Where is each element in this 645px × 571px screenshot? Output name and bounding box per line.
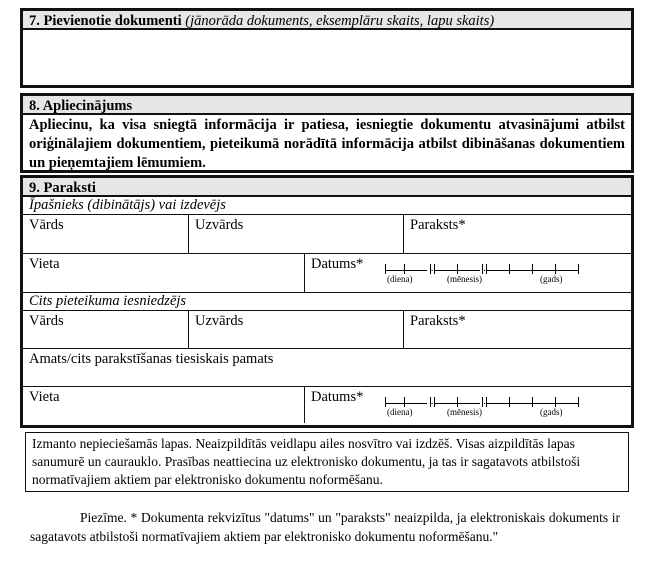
section-title: 7. Pievienotie dokumenti <box>29 13 182 29</box>
label: Vārds <box>29 217 64 233</box>
label: Vieta <box>29 389 60 405</box>
owner-date-field[interactable] <box>304 254 631 292</box>
label: Paraksts* <box>410 217 466 233</box>
section-hint: (jānorāda dokuments, eksemplāru skaits, lapu skaits) <box>185 13 495 29</box>
month-label: (mēnesis) <box>447 274 482 284</box>
footnote: Piezīme. * Dokumenta rekvizītus "datums" un "paraksts" neaizpilda, ja elektroniskais dokuments ir sagatavots atbilstoši normatīvajiem aktiem par elektronisko dokumentu noformēšanu." <box>30 510 620 544</box>
date-blanks: . . (diena) (mēnesis) (gads) <box>385 393 579 407</box>
attached-documents-field[interactable] <box>23 30 631 83</box>
day-label: (diena) <box>387 274 413 284</box>
label: Uzvārds <box>195 217 244 233</box>
owner-place-field[interactable] <box>23 254 304 292</box>
applicant-surname-field[interactable] <box>188 311 403 348</box>
applicant-signature-field[interactable] <box>403 311 631 348</box>
label: Amats/cits parakstīšanas tiesiskais pamats <box>29 351 274 367</box>
section-declaration <box>20 93 634 173</box>
year-label: (gads) <box>540 407 563 417</box>
other-applicant-subheader: Cits pieteikuma iesniedzējs <box>23 293 631 311</box>
owner-name-field[interactable] <box>23 215 188 253</box>
date-blanks: . . (diena) (mēnesis) (gads) <box>385 260 579 274</box>
label: Vieta <box>29 256 60 272</box>
instructions-note: Izmanto nepieciešamās lapas. Neaizpildītās veidlapu ailes nosvītro vai izdzēš. Visas aizpildītās lapas sanumurē un caurauklo. Prasības neattiecina uz elektronisko dokumentu, ja tas ir sagatavots atbilstoši normatīvajiem aktiem par elektronisko dokumentu noformēšanu. <box>25 432 629 492</box>
year-label: (gads) <box>540 274 563 284</box>
applicant-name-field[interactable] <box>23 311 188 348</box>
owner-surname-field[interactable] <box>188 215 403 253</box>
owner-signature-field[interactable] <box>403 215 631 253</box>
label: Uzvārds <box>195 313 244 329</box>
month-label: (mēnesis) <box>447 407 482 417</box>
section-8-header: 8. Apliecinājums <box>23 96 631 115</box>
label: Vārds <box>29 313 64 329</box>
section-9-header: 9. Paraksti <box>23 178 631 197</box>
applicant-place-field[interactable] <box>23 387 304 423</box>
owner-subheader: Īpašnieks (dibinātājs) vai izdevējs <box>23 197 631 215</box>
day-label: (diena) <box>387 407 413 417</box>
section-signatures <box>20 175 634 428</box>
section-7-header <box>23 11 631 30</box>
label: Paraksts* <box>410 313 466 329</box>
section-attached-documents <box>20 8 634 88</box>
label: Datums* <box>311 389 364 405</box>
applicant-date-field[interactable] <box>304 387 631 423</box>
declaration-text: Apliecinu, ka visa sniegtā informācija ir patiesa, iesniegtie dokumentu atvasinājumi atbilst oriģinālajiem dokumentiem, pieteikumā norādītā informācija atbilst dibināšanas dokumentiem un pieņemtajiem lēmumiem. <box>29 117 625 171</box>
signing-basis-field[interactable] <box>23 349 631 386</box>
label: Datums* <box>311 256 364 272</box>
